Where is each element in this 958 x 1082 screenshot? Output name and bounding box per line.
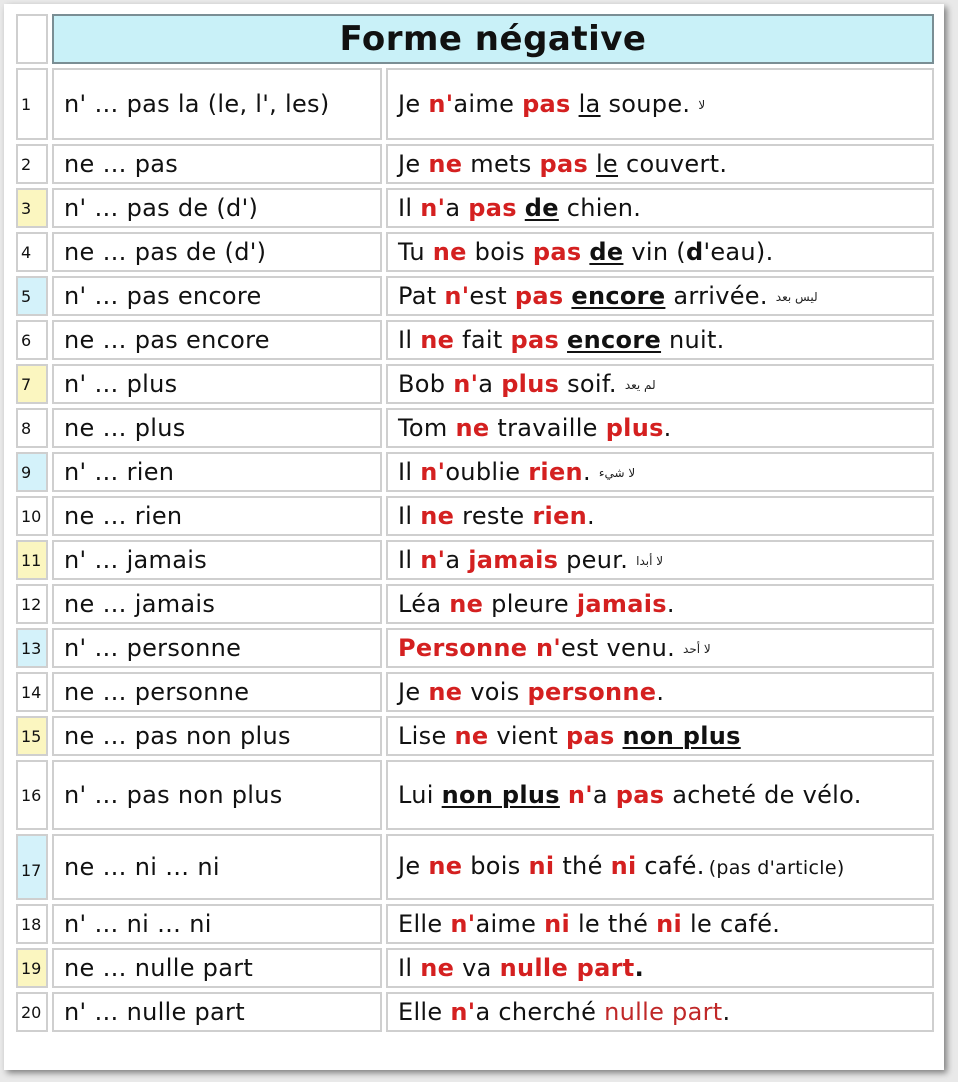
row-number: 15 [16, 716, 48, 756]
negation-word: ne [455, 414, 490, 442]
sentence-text [559, 326, 567, 354]
negation-word: pas [532, 238, 582, 266]
sentence-text [588, 150, 596, 178]
table-row [16, 584, 934, 624]
sentence-text: aime [453, 89, 523, 118]
arabic-translation: لا شيء [598, 465, 636, 480]
example-sentence [386, 144, 934, 184]
table-row [16, 760, 934, 830]
example-sentence [386, 760, 934, 830]
example-sentence [386, 540, 934, 580]
sentence-text: va [454, 954, 500, 982]
sentence-text: mets [462, 150, 540, 178]
sentence-text: vois [462, 678, 528, 706]
row-number: 10 [16, 496, 48, 536]
sentence-text [571, 90, 579, 118]
negation-word: pas [615, 781, 665, 809]
table-row [16, 408, 934, 448]
row-number: 14 [16, 672, 48, 712]
sentence-text: Je [398, 150, 429, 178]
row-number: 6 [16, 320, 48, 360]
negation-word: ne [420, 502, 455, 530]
table-title: Forme négative [52, 14, 934, 64]
sentence-text: a cherché [475, 998, 605, 1026]
negation-word: nulle part [499, 954, 635, 982]
negation-word: ne [428, 678, 463, 706]
table-row [16, 188, 934, 228]
sentence-text: peur. [558, 545, 629, 574]
table-row [16, 672, 934, 712]
sentence-text: Il [398, 457, 421, 486]
sentence-text [560, 781, 568, 809]
row-number: 1 [16, 68, 48, 140]
table-row [16, 364, 934, 404]
sentence-text: arrivée. [665, 281, 768, 310]
example-sentence [386, 716, 934, 756]
sentence-text: aime [475, 910, 545, 938]
table-row [16, 904, 934, 944]
row-number: 7 [16, 364, 48, 404]
sentence-text: couvert. [618, 150, 728, 178]
emphasized-word: non plus [622, 722, 741, 750]
sentence-text: café. [636, 852, 705, 880]
emphasized-word: de [524, 194, 559, 222]
negation-word: ni [528, 852, 555, 880]
negation-form: n' … pas encore [52, 276, 382, 316]
negation-word: pas [539, 150, 589, 178]
negation-word: jamais [576, 590, 667, 618]
negation-word: pas [514, 281, 564, 310]
arabic-translation: لم يعد [624, 377, 656, 392]
negation-word: ne [449, 590, 484, 618]
example-sentence [386, 276, 934, 316]
example-sentence [386, 628, 934, 668]
example-sentence [386, 948, 934, 988]
emphasized-word: la [578, 89, 601, 118]
negation-word: plus [501, 369, 560, 398]
negation-word: n' [428, 89, 454, 118]
example-sentence [386, 496, 934, 536]
negation-word: n' [450, 910, 476, 938]
example-sentence [386, 408, 934, 448]
sentence-text: Elle [398, 998, 451, 1026]
example-sentence [386, 904, 934, 944]
sentence-text: bois [462, 852, 529, 880]
example-sentence [386, 672, 934, 712]
negation-form: n' … personne [52, 628, 382, 668]
sentence-text: Il [398, 326, 421, 354]
sentence-text [615, 722, 623, 750]
negation-word: n' [453, 369, 479, 398]
negation-word: n' [420, 457, 446, 486]
sentence-text: . [656, 678, 665, 706]
sentence-text: . [722, 998, 731, 1026]
negation-form: ne … ni … ni [52, 834, 382, 900]
row-number: 9 [16, 452, 48, 492]
sentence-text: Tu [398, 238, 433, 266]
negation-form: ne … plus [52, 408, 382, 448]
negation-word: pas [522, 89, 571, 118]
table-row [16, 144, 934, 184]
row-number: 19 [16, 948, 48, 988]
example-sentence [386, 992, 934, 1032]
row-number: 3 [16, 188, 48, 228]
emphasized-word: non plus [441, 781, 560, 809]
sentence-text: Lise [398, 722, 455, 750]
negation-form: ne … rien [52, 496, 382, 536]
negation-form: ne … pas de (d') [52, 232, 382, 272]
sentence-text: Je [398, 852, 429, 880]
document-frame [4, 4, 944, 1070]
row-number: 12 [16, 584, 48, 624]
sentence-text: fait [454, 326, 511, 354]
title-row [16, 14, 934, 64]
negation-word: ni [656, 910, 683, 938]
sentence-text: le thé [570, 910, 657, 938]
table-row [16, 276, 934, 316]
row-number: 17 [16, 834, 48, 900]
table-row [16, 540, 934, 580]
row-number: 2 [16, 144, 48, 184]
negation-form: ne … jamais [52, 584, 382, 624]
table-row [16, 992, 934, 1032]
negation-word: rien [532, 502, 588, 530]
sentence-text: Lui [398, 781, 442, 809]
sentence-text [517, 194, 525, 222]
sentence-text: Il [398, 502, 421, 530]
sentence-text: Elle [398, 910, 451, 938]
row-number: 11 [16, 540, 48, 580]
sentence-text: Il [398, 194, 421, 222]
negation-form: n' … plus [52, 364, 382, 404]
example-sentence [386, 584, 934, 624]
sentence-text: 'eau). [703, 238, 774, 266]
sentence-text: a [445, 545, 469, 574]
sentence-text: Pat [398, 281, 445, 310]
emphasized-word: de [589, 238, 624, 266]
table-row [16, 320, 934, 360]
sentence-text: vient [488, 722, 567, 750]
negation-form: ne … pas non plus [52, 716, 382, 756]
negation-word: n' [420, 194, 446, 222]
negation-word: personne [527, 678, 657, 706]
grammar-note: (pas d'article) [708, 857, 845, 879]
example-sentence [386, 364, 934, 404]
negation-form: n' … nulle part [52, 992, 382, 1032]
sentence-text: soupe. [600, 89, 691, 118]
negation-form: n' … pas la (le, l', les) [52, 68, 382, 140]
sentence-text: . [582, 457, 591, 486]
negation-word: n' [420, 545, 446, 574]
sentence-text: a [445, 194, 469, 222]
row-number: 13 [16, 628, 48, 668]
sentence-text: . [587, 502, 595, 530]
table-row [16, 496, 934, 536]
sentence-text: reste [454, 502, 533, 530]
sentence-text: soif. [559, 369, 617, 398]
negation-word: ni [544, 910, 571, 938]
table-row [16, 68, 934, 140]
emphasized-word: le [595, 150, 619, 178]
corner-cell [16, 14, 48, 64]
negation-word: pas [566, 722, 615, 750]
example-sentence [386, 68, 934, 140]
negation-word: ne [428, 150, 463, 178]
sentence-text: bois [466, 238, 533, 266]
negation-form: n' … jamais [52, 540, 382, 580]
negation-word: ne [420, 326, 455, 354]
sentence-text: travaille [489, 414, 606, 442]
row-number: 8 [16, 408, 48, 448]
row-number: 20 [16, 992, 48, 1032]
table-row [16, 232, 934, 272]
negation-word: pas [510, 326, 560, 354]
negation-word: plus [605, 414, 664, 442]
negation-word: ne [420, 954, 455, 982]
sentence-text: pleure [483, 590, 577, 618]
example-sentence [386, 320, 934, 360]
negation-form: ne … pas [52, 144, 382, 184]
negation-word: ne [432, 238, 467, 266]
negation-word: Personne n' [398, 633, 562, 662]
negation-form: n' … rien [52, 452, 382, 492]
arabic-translation: لا [698, 97, 706, 112]
table-row [16, 628, 934, 668]
sentence-text: thé [554, 852, 611, 880]
sentence-text: le café. [682, 910, 781, 938]
negation-word: jamais [468, 545, 559, 574]
table-row [16, 948, 934, 988]
emphasized-word: encore [571, 281, 666, 310]
sentence-text: a [592, 781, 616, 809]
negation-form: ne … nulle part [52, 948, 382, 988]
sentence-text: Je [398, 678, 429, 706]
row-number: 4 [16, 232, 48, 272]
row-number: 16 [16, 760, 48, 830]
sentence-text: . [663, 414, 672, 442]
sentence-text: Tom [398, 414, 456, 442]
sentence-text: Je [398, 89, 429, 118]
example-sentence [386, 232, 934, 272]
table-row [16, 834, 934, 900]
sentence-text: Léa [398, 590, 450, 618]
sentence-text: vin ( [623, 238, 686, 266]
negation-form: ne … pas encore [52, 320, 382, 360]
negation-word: nulle part [604, 998, 723, 1026]
sentence-text: est [469, 281, 515, 310]
negation-word: rien [528, 457, 583, 486]
negation-word: n' [450, 998, 476, 1026]
sentence-text: . [666, 590, 675, 618]
arabic-translation: لا أبدا [636, 553, 664, 568]
row-number: 18 [16, 904, 48, 944]
negation-form: n' … pas non plus [52, 760, 382, 830]
row-number: 5 [16, 276, 48, 316]
example-sentence [386, 452, 934, 492]
negation-word: ne [428, 852, 463, 880]
negation-word: ne [454, 722, 489, 750]
arabic-translation: ليس بعد [775, 289, 818, 304]
negation-word: n' [444, 281, 470, 310]
arabic-translation: لا أحد [683, 641, 711, 656]
sentence-text: d [685, 238, 704, 266]
negation-form: ne … personne [52, 672, 382, 712]
sentence-text: Bob [398, 369, 454, 398]
table-row [16, 716, 934, 756]
sentence-text: chien. [558, 194, 642, 222]
sentence-text: . [634, 954, 644, 982]
sentence-text: est venu. [561, 633, 676, 662]
emphasized-word: encore [567, 326, 662, 354]
negation-form: n' … pas de (d') [52, 188, 382, 228]
negation-word: ni [610, 852, 637, 880]
negation-form: n' … ni … ni [52, 904, 382, 944]
table-row [16, 452, 934, 492]
example-sentence [386, 188, 934, 228]
sentence-text: oublie [445, 457, 529, 486]
sentence-text: Il [398, 545, 421, 574]
negation-word: n' [567, 781, 593, 809]
sentence-text: Il [398, 954, 421, 982]
sentence-text: a [478, 369, 502, 398]
sentence-text: nuit. [661, 326, 725, 354]
negation-word: pas [468, 194, 517, 222]
example-sentence [386, 834, 934, 900]
negation-table [12, 10, 938, 1036]
sentence-text: acheté de vélo. [664, 781, 862, 809]
